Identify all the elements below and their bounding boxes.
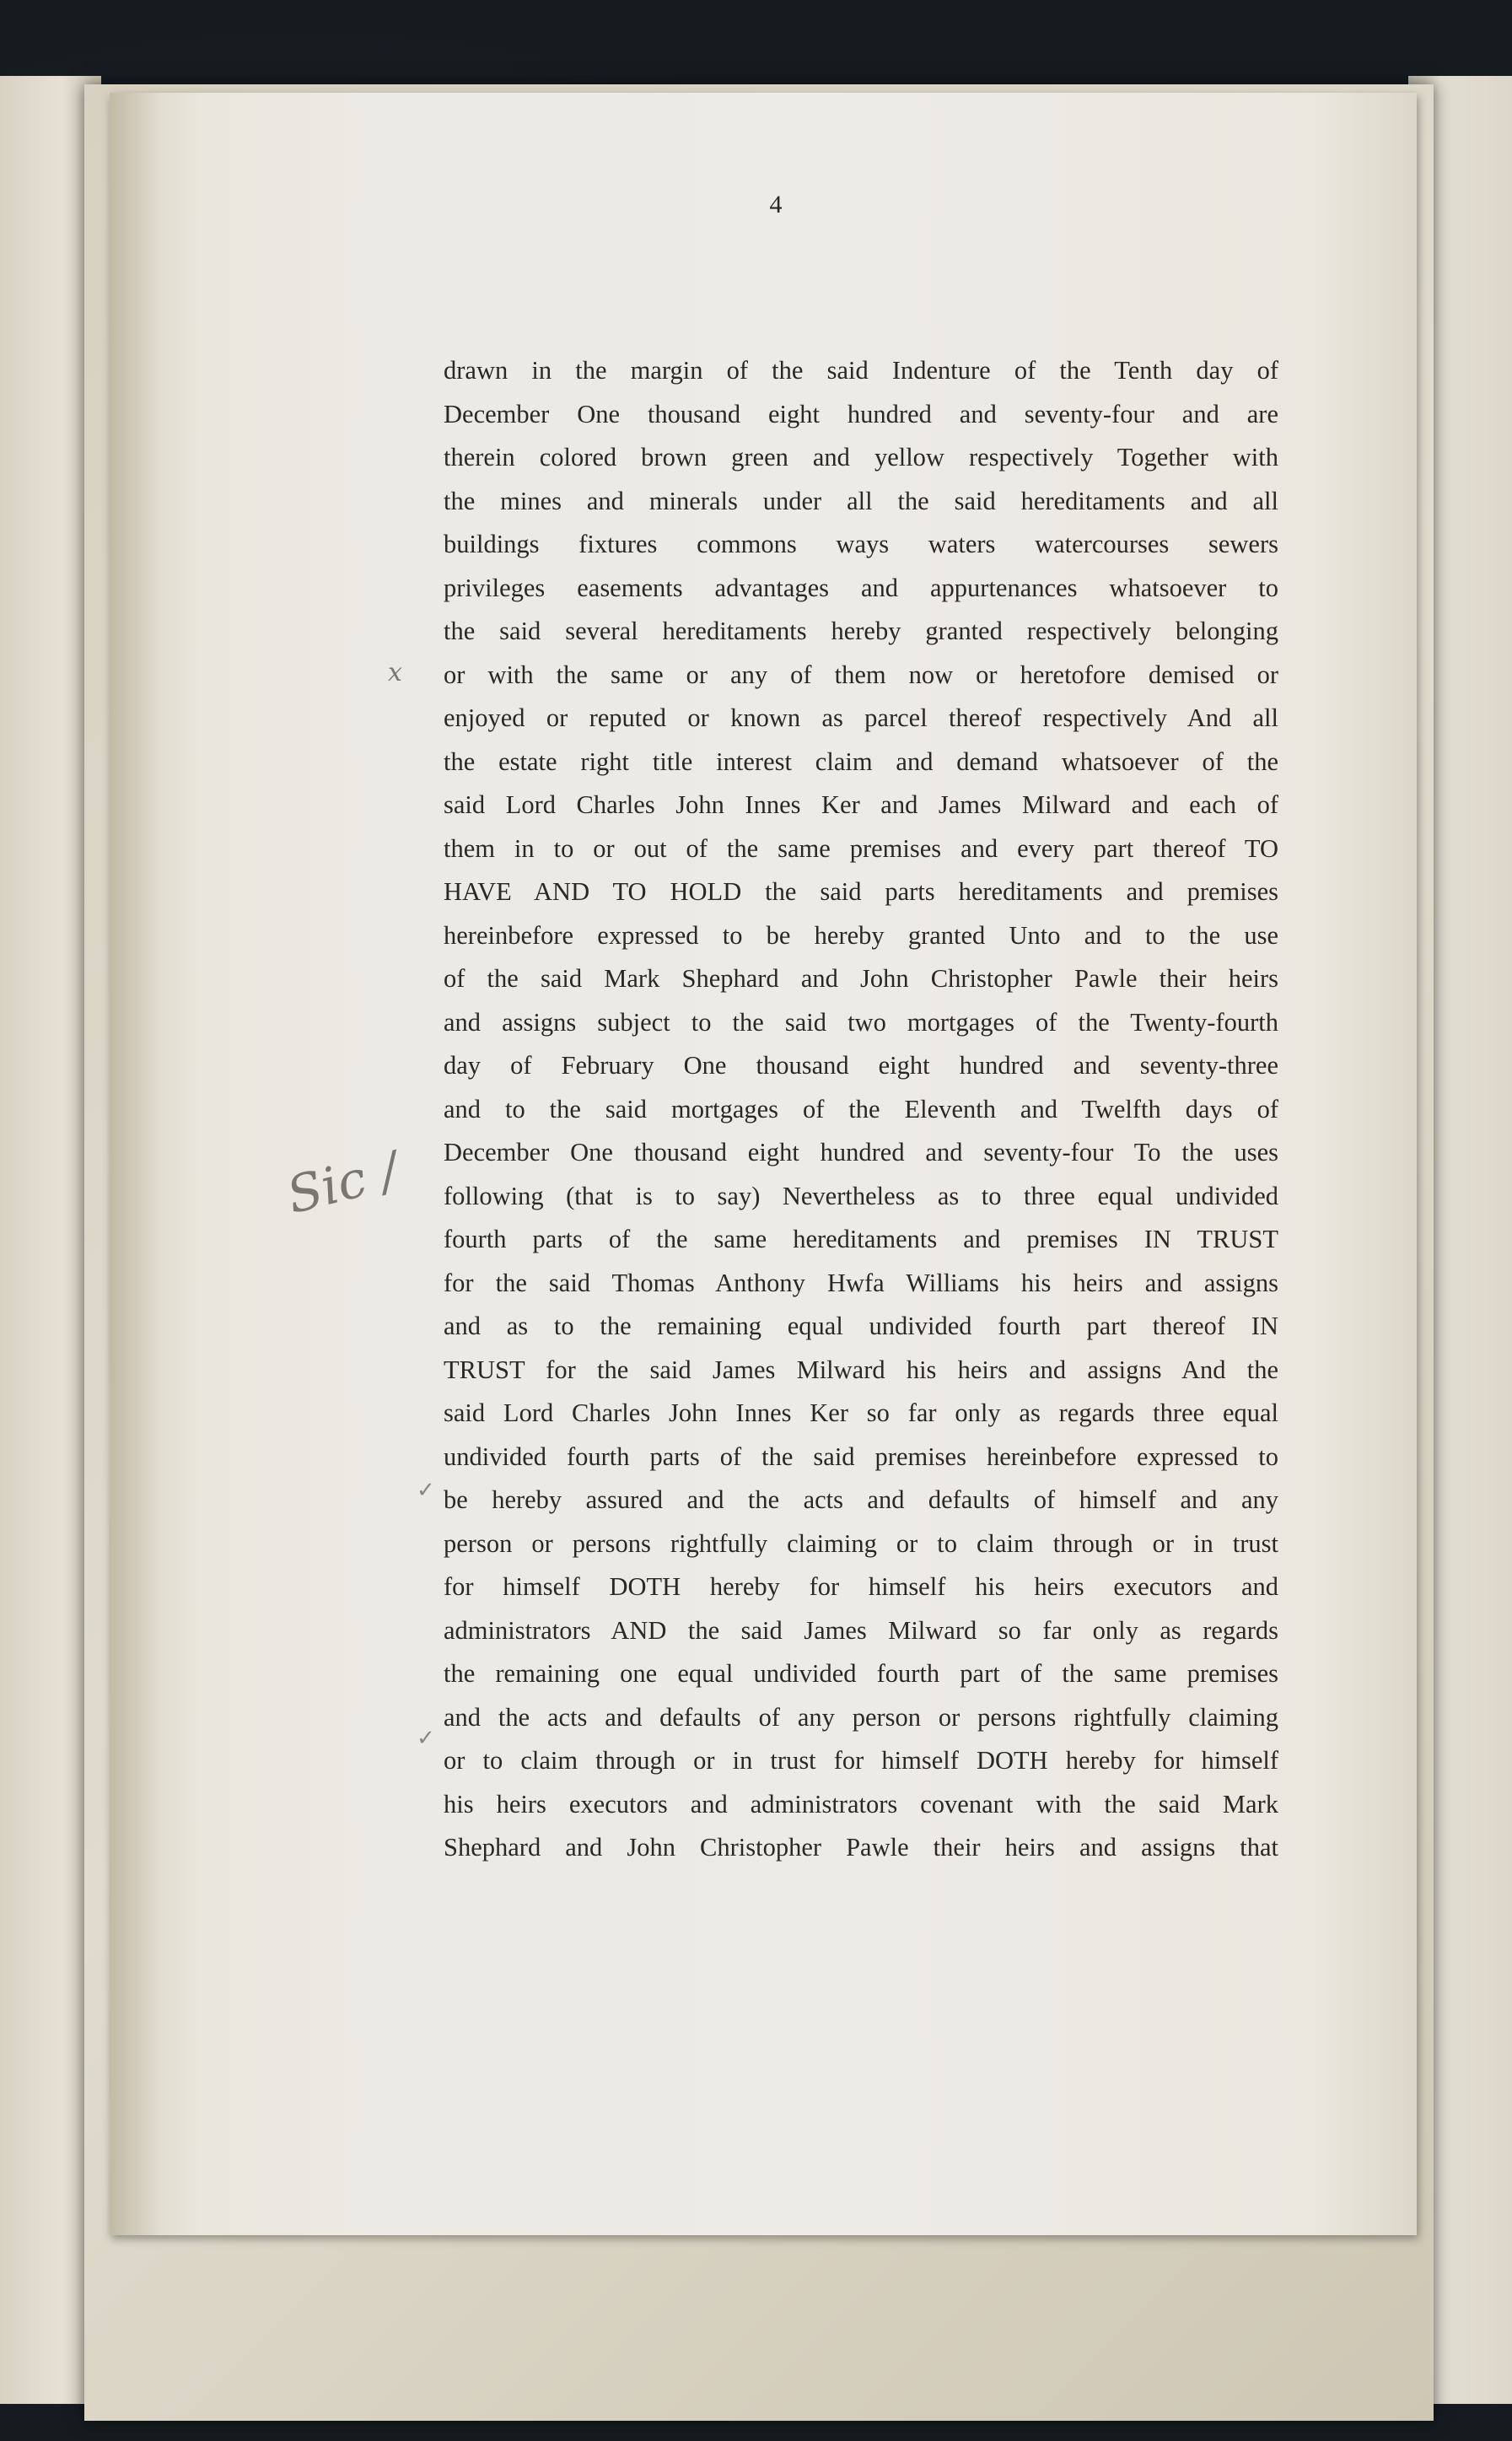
text-line: the remaining one equal undivided fourth part of the same premises	[444, 1659, 1278, 1688]
text-line: or with the same or any of them now or heretofore demised or	[444, 660, 1278, 689]
text-line: and to the said mortgages of the Eleventh and Twelfth days of	[444, 1094, 1278, 1124]
pencil-cross-mark: x	[388, 658, 402, 687]
text-line: administrators AND the said James Milward so far only as regards	[444, 1615, 1278, 1645]
text-line: December One thousand eight hundred and seventy-four To the uses	[444, 1138, 1278, 1167]
pencil-tick-mark: ✓	[417, 1478, 435, 1502]
body-text	[444, 349, 1278, 1870]
text-line: or to claim through or in trust for himself DOTH hereby for himself	[444, 1746, 1278, 1775]
text-line: TRUST for the said James Milward his heirs and assigns And the	[444, 1355, 1278, 1384]
text-line: the mines and minerals under all the said hereditaments and all	[444, 486, 1278, 515]
text-line: buildings fixtures commons ways waters watercourses sewers	[444, 530, 1278, 558]
text-line: fourth parts of the same hereditaments and premises IN TRUST	[444, 1225, 1278, 1253]
text-line: them in to or out of the same premises and every part thereof TO	[444, 833, 1278, 863]
text-line: the said several hereditaments hereby granted respectively belonging	[444, 617, 1278, 645]
text-line: his heirs executors and administrators covenant with the said Mark	[444, 1789, 1278, 1819]
text-line: said Lord Charles John Innes Ker and James Milward and each of	[444, 790, 1278, 819]
text-line: December One thousand eight hundred and seventy-four and are	[444, 399, 1278, 428]
text-line: and as to the remaining equal undivided fourth part thereof IN	[444, 1312, 1278, 1340]
text-line: for himself DOTH hereby for himself his heirs executors and	[444, 1572, 1278, 1601]
pencil-margin-note: Sic /	[281, 1140, 405, 1226]
text-line: person or persons rightfully claiming or to claim through or in trust	[444, 1528, 1278, 1558]
page-gutter-shadow	[110, 93, 160, 2235]
text-line: privileges easements advantages and appurtenances whatsoever to	[444, 573, 1278, 602]
text-line: drawn in the margin of the said Indenture of the Tenth day of	[444, 356, 1278, 385]
text-line: following (that is to say) Nevertheless as to three equal undivided	[444, 1181, 1278, 1210]
text-line: for the said Thomas Anthony Hwfa Williams his heirs and assigns	[444, 1268, 1278, 1297]
text-line: therein colored brown green and yellow respectively Together with	[444, 443, 1278, 471]
text-line: said Lord Charles John Innes Ker so far only as regards three equal	[444, 1398, 1278, 1427]
text-line: day of February One thousand eight hundred and seventy-three	[444, 1051, 1278, 1080]
text-line: undivided fourth parts of the said premises hereinbefore expressed to	[444, 1441, 1278, 1471]
text-line: of the said Mark Shephard and John Christopher Pawle their heirs	[444, 964, 1278, 993]
text-line: enjoyed or reputed or known as parcel thereof respectively And all	[444, 703, 1278, 732]
text-line: and assigns subject to the said two mortgages of the Twenty-fourth	[444, 1007, 1278, 1037]
text-line: be hereby assured and the acts and defaults of himself and any	[444, 1485, 1278, 1514]
pencil-tick-mark: ✓	[417, 1726, 435, 1750]
text-line: hereinbefore expressed to be hereby granted Unto and to the use	[444, 920, 1278, 950]
text-line: Shephard and John Christopher Pawle their heirs and assigns that	[444, 1833, 1278, 1862]
page-number: 4	[769, 191, 783, 218]
text-line: and the acts and defaults of any person or persons rightfully claiming	[444, 1702, 1278, 1732]
text-line: the estate right title interest claim and demand whatsoever of the	[444, 746, 1278, 776]
text-line: HAVE AND TO HOLD the said parts hereditaments and premises	[444, 877, 1278, 906]
